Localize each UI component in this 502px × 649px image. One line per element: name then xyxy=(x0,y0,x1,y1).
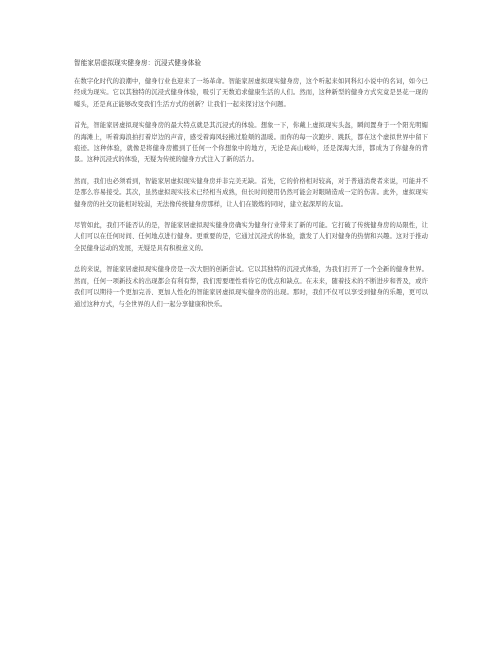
paragraph-1: 在数字化时代的浪潮中，健身行业也迎来了一场革命。智能家居虚拟现实健身房，这个听起来如同科幻小说中的名词，如今已经成为现实。它以其独特的沉浸式健身体验，吸引了无数追求健康生活的人们。然而，这种新型的健身方式究竟是昙花一现的噱头，还是真正能够改变我们生活方式的创新？让我们一起来探讨这个问题。 xyxy=(74,78,428,108)
paragraph-4: 尽管如此，我们不能否认的是，智能家居虚拟现实健身房确实为健身行业带来了新的可能。它打破了传统健身房的局限性，让人们可以在任何时间、任何地点进行健身。更重要的是，它通过沉浸式的体验，激发了人们对健身的热情和兴趣。这对于推动全民健身运动的发展，无疑是具有积极意义的。 xyxy=(74,222,428,252)
document-title: 智能家居虚拟现实健身房：沉浸式健身体验 xyxy=(74,59,202,67)
paragraph-5: 总的来说，智能家居虚拟现实健身房是一次大胆的创新尝试。它以其独特的沉浸式体验，为我们打开了一个全新的健身世界。然而，任何一项新技术的出现都会有利有弊，我们需要理性看待它的优点和缺点。在未来，随着技术的不断进步和普及，或许我们可以期待一个更加完善、更加人性化的智能家居虚拟现实健身房的出现。那时，我们不仅可以享受到健身的乐趣，更可以通过这种方式，与全世界的人们一起分享健康和快乐。 xyxy=(74,266,428,308)
paragraph-3: 然而，我们也必须看到，智能家居虚拟现实健身房并非完美无缺。首先，它的价格相对较高，对于普通消费者来说，可能并不是那么容易接受。其次，虽然虚拟现实技术已经相当成熟，但长时间使用仍然可能会对眼睛造成一定的伤害。此外，虚拟现实健身房的社交功能相对较弱，无法像传统健身房那样，让人们在锻炼的同时，建立起深厚的友谊。 xyxy=(74,177,428,208)
paragraph-2: 首先，智能家居虚拟现实健身房的最大特点就是其沉浸式的体验。想象一下，你戴上虚拟现实头盔，瞬间置身于一个阳光明媚的海滩上，听着海浪拍打着岸边的声音，感受着海风轻拂过脸颊的温暖。而你的每一次跑步、跳跃，都在这个虚拟世界中留下痕迹。这种体验，就像是将健身房搬到了任何一个你想象中的地方，无论是高山峻岭，还是深海大洋，都成为了你健身的背景。这种沉浸式的体验，无疑为传统的健身方式注入了新的活力。 xyxy=(74,122,428,164)
